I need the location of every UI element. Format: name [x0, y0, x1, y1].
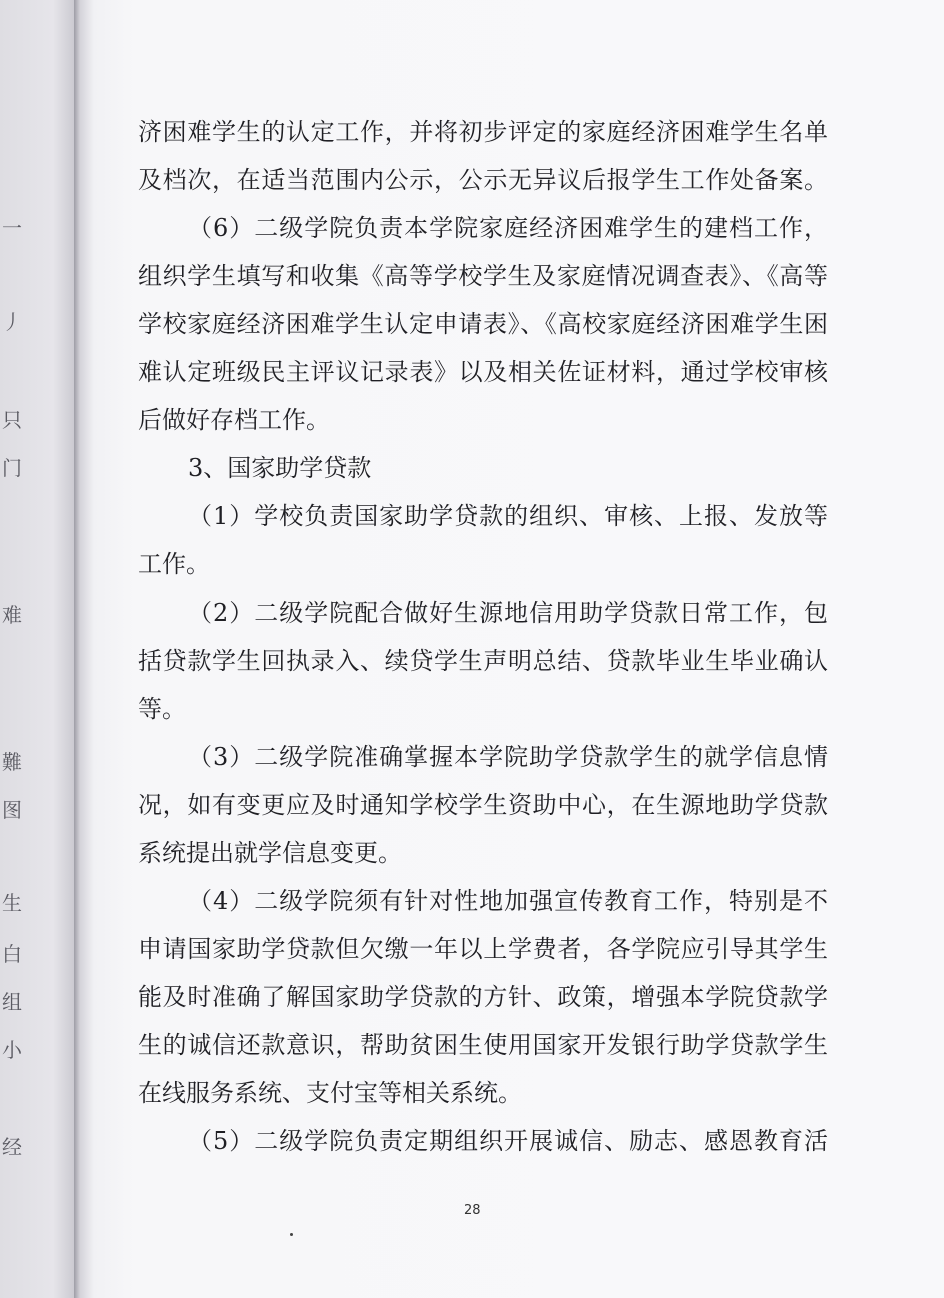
text-line: （4）二级学院须有针对性地加强宣传教育工作，特别是不 [188, 887, 828, 915]
margin-fragment: 白 [2, 942, 22, 966]
text-line: 及档次，在适当范围内公示，公示无异议后报学生工作处备案。 [138, 166, 828, 194]
text-line: 难认定班级民主评议记录表》以及相关佐证材料，通过学校审核 [138, 358, 828, 386]
text-line: 能及时准确了解国家助学贷款的方针、政策，增强本学院贷款学 [138, 983, 828, 1011]
text-line: 系统提出就学信息变更。 [138, 839, 402, 867]
scan-speck [290, 1233, 293, 1236]
text-line: 后做好存档工作。 [138, 406, 330, 434]
text-line: 等。 [138, 695, 186, 723]
left-page-gutter [0, 0, 76, 1298]
margin-fragment: 丿 [2, 310, 22, 334]
margin-fragment: 只 [2, 408, 22, 432]
text-line: 工作。 [138, 550, 210, 578]
text-line: （5）二级学院负责定期组织开展诚信、励志、感恩教育活 [188, 1127, 828, 1155]
text-line: 在线服务系统、支付宝等相关系统。 [138, 1079, 522, 1107]
text-line: （6）二级学院负责本学院家庭经济困难学生的建档工作， [188, 214, 828, 242]
margin-fragment: 图 [2, 798, 22, 822]
text-line: 括贷款学生回执录入、续贷学生声明总结、贷款毕业生毕业确认 [138, 647, 828, 675]
text-line: （2）二级学院配合做好生源地信用助学贷款日常工作，包 [188, 599, 828, 627]
text-line: 组织学生填写和收集《高等学校学生及家庭情况调查表》、《高等 [138, 262, 828, 290]
text-line: 生的诚信还款意识，帮助贫困生使用国家开发银行助学贷款学生 [138, 1031, 828, 1059]
margin-fragment: 一 [2, 216, 22, 240]
text-line: 学校家庭经济困难学生认定申请表》、《高校家庭经济困难学生困 [138, 310, 828, 338]
section-heading: 3、国家助学贷款 [188, 454, 372, 482]
text-line: （1）学校负责国家助学贷款的组织、审核、上报、发放等 [188, 502, 828, 530]
margin-fragment: 小 [2, 1038, 22, 1062]
margin-fragment: 组 [2, 990, 22, 1014]
page-number: 28 [464, 1203, 481, 1218]
text-line: 济困难学生的认定工作，并将初步评定的家庭经济困难学生名单 [138, 118, 828, 146]
margin-fragment: 難 [2, 750, 22, 774]
text-line: 况，如有变更应及时通知学校学生资助中心，在生源地助学贷款 [138, 791, 828, 819]
margin-fragment: 生 [2, 891, 22, 915]
text-line: （3）二级学院准确掌握本学院助学贷款学生的就学信息情 [188, 743, 828, 771]
margin-fragment: 经 [2, 1135, 22, 1159]
margin-fragment: 门 [2, 456, 22, 480]
text-line: 申请国家助学贷款但欠缴一年以上学费者，各学院应引导其学生 [138, 935, 828, 963]
margin-fragment: 难 [2, 603, 22, 627]
